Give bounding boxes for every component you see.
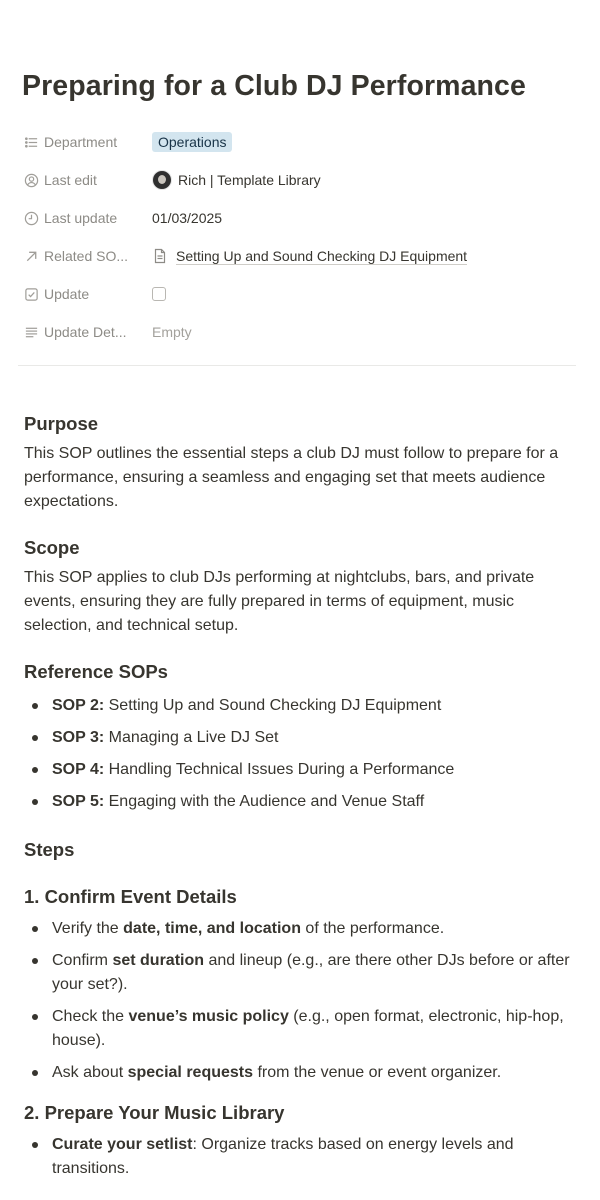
properties-panel	[18, 123, 576, 351]
property-related-sop[interactable]	[18, 237, 576, 275]
list-item: Ask about special requests from the venue or event organizer.	[24, 1061, 576, 1085]
list-item: Check the venue’s music policy (e.g., open format, electronic, hip-hop, house).	[24, 1005, 576, 1053]
property-update[interactable]	[18, 275, 576, 313]
related-sop-link[interactable]: Setting Up and Sound Checking DJ Equipment	[176, 247, 468, 264]
heading-reference-sops: Reference SOPs	[24, 661, 168, 682]
property-label: Related SO...	[18, 248, 148, 264]
list-item: SOP 3: Managing a Live DJ Set	[24, 726, 576, 750]
list-item: Verify the date, time, and location of the performance.	[24, 917, 576, 941]
property-label: Last update	[18, 210, 148, 226]
text-lines-icon	[24, 325, 39, 340]
bullet	[32, 1142, 38, 1148]
list-item: Curate your setlist: Organize tracks based on energy levels and transitions.	[24, 1133, 576, 1181]
heading-step-1: 1. Confirm Event Details	[24, 886, 237, 907]
purpose-text: This SOP outlines the essential steps a club DJ must follow to prepare for a performance, ensuring a seamless and engaging set that meets audience expectations.	[24, 445, 559, 510]
list-item: SOP 2: Setting Up and Sound Checking DJ Equipment	[24, 694, 576, 718]
bullet	[32, 926, 38, 932]
list-item: SOP 4: Handling Technical Issues During a Performance	[24, 758, 576, 782]
property-last-update[interactable]	[18, 199, 576, 237]
heading-purpose: Purpose	[24, 413, 99, 434]
list-icon	[24, 135, 39, 150]
scope-text: This SOP applies to club DJs performing at nightclubs, bars, and private events, ensuring they are fully prepared in terms of equipment, music selection, and technical setup.	[24, 569, 535, 634]
bullet	[32, 1070, 38, 1076]
heading-steps: Steps	[24, 839, 75, 860]
update-checkbox[interactable]	[152, 287, 166, 301]
page-title: Preparing for a Club DJ Performance	[22, 70, 526, 102]
bullet	[32, 958, 38, 964]
clock-icon	[24, 211, 39, 226]
arrow-up-right-icon	[24, 249, 39, 264]
heading-step-2: 2. Prepare Your Music Library	[24, 1102, 285, 1123]
property-label: Update	[18, 286, 148, 302]
list-item: SOP 5: Engaging with the Audience and Venue Staff	[24, 790, 576, 814]
heading-scope: Scope	[24, 537, 80, 558]
bullet	[32, 799, 38, 805]
divider	[18, 365, 576, 366]
list-item: Confirm set duration and lineup (e.g., are there other DJs before or after your set?).	[24, 949, 576, 997]
property-label: Update Det...	[18, 324, 148, 340]
bullet	[32, 1014, 38, 1020]
reference-list	[24, 694, 576, 814]
bullet	[32, 703, 38, 709]
property-label: Department	[18, 134, 148, 150]
checkbox-icon	[24, 287, 39, 302]
property-last-edit[interactable]	[18, 161, 576, 199]
bullet	[32, 735, 38, 741]
bullet	[32, 767, 38, 773]
avatar	[152, 170, 172, 190]
property-label: Last edit	[18, 172, 148, 188]
department-tag[interactable]: Operations	[152, 132, 232, 152]
document-icon	[152, 248, 176, 264]
property-department[interactable]	[18, 123, 576, 161]
property-update-details[interactable]	[18, 313, 576, 351]
step-1-list	[24, 917, 576, 1085]
update-details-value[interactable]: Empty	[152, 324, 192, 340]
last-edit-user[interactable]: Rich | Template Library	[178, 172, 321, 188]
page-content	[24, 410, 576, 1189]
step-2-list	[24, 1133, 576, 1181]
person-circle-icon	[24, 173, 39, 188]
last-update-date: 01/03/2025	[152, 210, 223, 226]
